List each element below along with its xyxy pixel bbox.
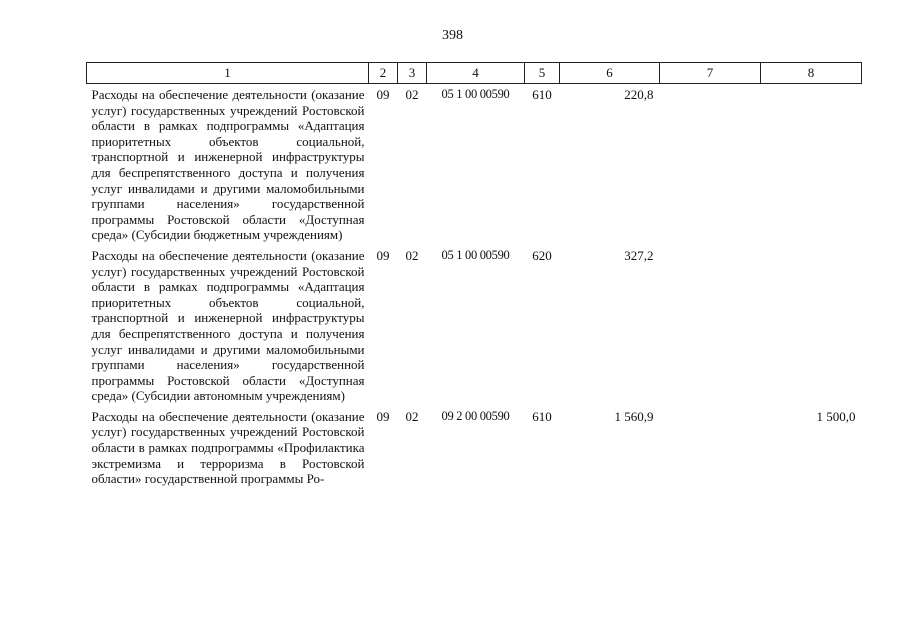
row-section: 09 xyxy=(376,247,390,263)
page-number: 398 xyxy=(442,28,463,43)
row-subsection: 02 xyxy=(405,87,419,102)
row-amount-col7 xyxy=(660,406,761,489)
header-col-1: 1 xyxy=(87,63,369,84)
row-amount-col8 xyxy=(761,245,862,406)
header-col-6: 6 xyxy=(560,63,660,84)
row-amount-col8: 1 500,0 xyxy=(816,408,856,424)
row-amount-col8 xyxy=(761,84,862,245)
row-amount-col6: 327,2 xyxy=(624,247,654,263)
row-subsection: 02 xyxy=(405,408,419,424)
row-amount-col7 xyxy=(660,245,761,406)
row-amount-col7 xyxy=(660,84,761,245)
row-amount-col6: 220,8 xyxy=(624,87,654,102)
row-description: Расходы на обеспечение деятельности (оказание услуг) государственных учреждений Ростовской области в рамках подпрограммы «Адаптация приоритетных объектов социальной, транспортной и инженерной инфраструктуры для беспрепятственного доступа и получения услуг инвалидами и другими маломобильными группами населения» государственной программы Ростовской области «Доступная среда» (Субсидии автономным учреждениям) xyxy=(91,247,365,404)
row-expense-type: 620 xyxy=(532,247,552,263)
header-col-8: 8 xyxy=(761,63,862,84)
table-row xyxy=(87,245,862,406)
table-row xyxy=(87,406,862,489)
header-col-5: 5 xyxy=(525,63,560,84)
header-col-7: 7 xyxy=(660,63,761,84)
row-target-article: 05 1 00 00590 xyxy=(441,247,510,262)
row-subsection: 02 xyxy=(405,247,419,263)
table-header-row xyxy=(87,63,862,84)
row-description: Расходы на обеспечение деятельности (оказание услуг) государственных учреждений Ростовской области в рамках подпрограммы «Адаптация приоритетных объектов социальной, транспортной и инженерной инфраструктуры для беспрепятственного доступа и получения услуг инвалидами и другими маломобильными группами населения» государственной программы Ростовской области «Доступная среда» (Субсидии бюджетным учреждениям) xyxy=(91,87,365,243)
header-col-2: 2 xyxy=(369,63,398,84)
row-target-article: 09 2 00 00590 xyxy=(441,408,510,423)
header-col-3: 3 xyxy=(398,63,427,84)
row-expense-type: 610 xyxy=(532,87,552,102)
row-section: 09 xyxy=(376,408,390,424)
row-expense-type: 610 xyxy=(532,408,552,424)
budget-table xyxy=(86,62,862,489)
row-target-article: 05 1 00 00590 xyxy=(441,87,510,101)
row-amount-col6: 1 560,9 xyxy=(614,408,654,424)
row-description: Расходы на обеспечение деятельности (оказание услуг) государственных учреждений Ростовской области в рамках подпрограммы «Профилактика экстремизма и терроризма в Ростовской области» государственной программы Ро- xyxy=(91,408,365,487)
header-col-4: 4 xyxy=(427,63,525,84)
row-section: 09 xyxy=(376,87,390,102)
table-row xyxy=(87,84,862,245)
